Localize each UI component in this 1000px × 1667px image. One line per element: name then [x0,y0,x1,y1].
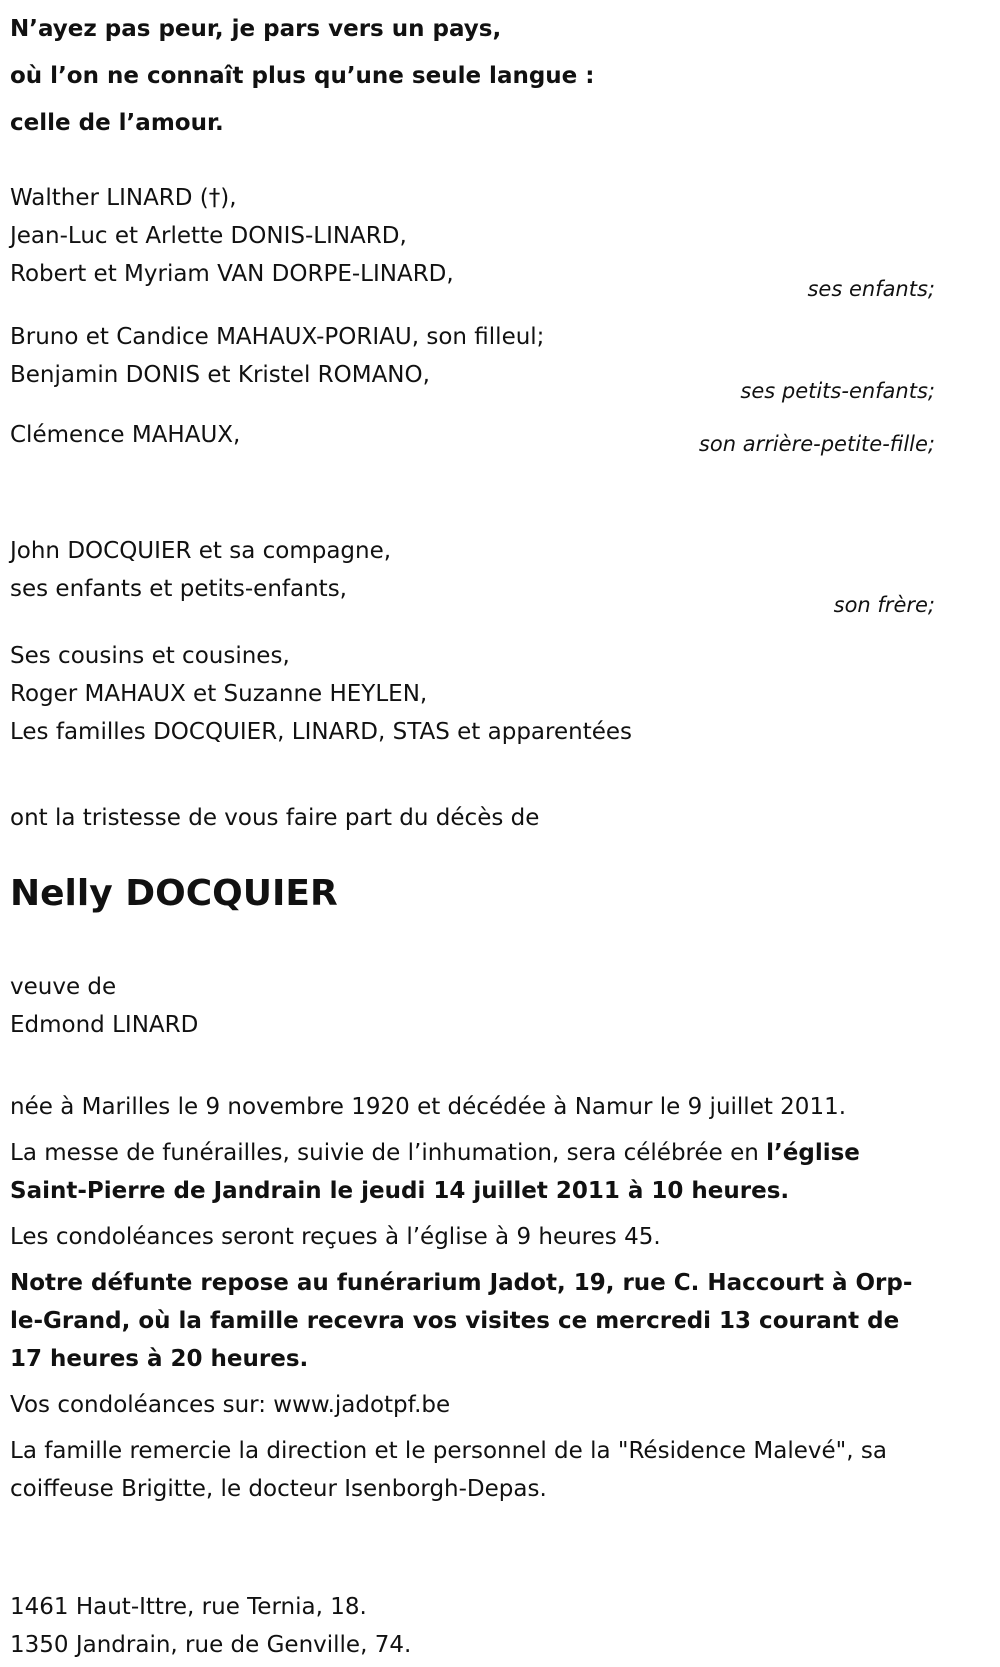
birth-death-text: née à Marilles le 9 novembre 1920 et décédée à Namur le 9 juillet 2011. [10,1094,847,1120]
funeral-text [10,1134,935,1210]
family-name-line: Bruno et Candice MAHAUX-PORIAU, son filleul; [10,324,545,350]
relatives-group [10,637,935,757]
poem-line: N’ayez pas peur, je pars vers un pays, [10,16,502,42]
family-name-line: Benjamin DONIS et Kristel ROMANO, [10,362,430,388]
announcement-group [10,799,935,837]
family-name-line: John DOCQUIER et sa compagne, [10,538,392,564]
family-name-line: Ses cousins et cousines, [10,643,290,669]
deceased-name: Nelly DOCQUIER [10,873,338,914]
poem-line: celle de l’amour. [10,110,224,136]
family-name-line: Walther LINARD (†), [10,185,237,211]
family-name-line: Clémence MAHAUX, [10,422,241,448]
family-name-line: Les familles DOCQUIER, LINARD, STAS et apparentées [10,719,632,745]
thanks-text: La famille remercie la direction et le personnel de la "Résidence Malevé", sa coiffeuse Brigitte, le docteur Isenborgh-Depas. [10,1438,887,1502]
online-condolences-text: Vos condoléances sur: www.jadotpf.be [10,1392,451,1418]
relation-label: ses enfants; [807,277,935,301]
announcement-text: ont la tristesse de vous faire part du décès de [10,805,540,831]
brother-group [10,532,935,617]
relation-label: son frère; [833,593,935,617]
great-grandchild-group [10,416,935,516]
relation-label: ses petits-enfants; [740,379,935,403]
family-name-line: ses enfants et petits-enfants, [10,576,347,602]
family-name-line: Jean-Luc et Arlette DONIS-LINARD, [10,223,407,249]
address-line: 1461 Haut-Ittre, rue Ternia, 18. [10,1594,367,1620]
address-line: 1350 Jandrain, rue de Genville, 74. [10,1632,412,1658]
children-group [10,179,935,299]
family-name-line: Robert et Myriam VAN DORPE-LINARD, [10,261,454,287]
funeral-text-bold: l’église Saint-Pierre de Jandrain le jeudi 14 juillet 2011 à 10 heures. [10,1140,860,1204]
church-condolences-text: Les condoléances seront reçues à l’église à 9 heures 45. [10,1224,661,1250]
obituary-notice [10,0,935,1667]
family-name-line: Roger MAHAUX et Suzanne HEYLEN, [10,681,428,707]
funeral-text-normal: La messe de funérailles, suivie de l’inhumation, sera célébrée en [10,1140,767,1166]
details-section [10,1088,935,1516]
poem-line: où l’on ne connaît plus qu’une seule langue : [10,63,595,89]
grandchildren-group [10,318,935,403]
addresses-group [10,1588,935,1664]
widow-line: Edmond LINARD [10,1012,199,1038]
funerarium-text: Notre défunte repose au funérarium Jadot, 19, rue C. Haccourt à Orp-le-Grand, où la famille recevra vos visites ce mercredi 13 courant de 17 heures à 20 heures. [10,1270,913,1372]
opening-poem [10,6,770,147]
widow-group [10,968,935,1044]
widow-line: veuve de [10,974,117,1000]
relation-label: son arrière-petite-fille; [698,432,935,456]
